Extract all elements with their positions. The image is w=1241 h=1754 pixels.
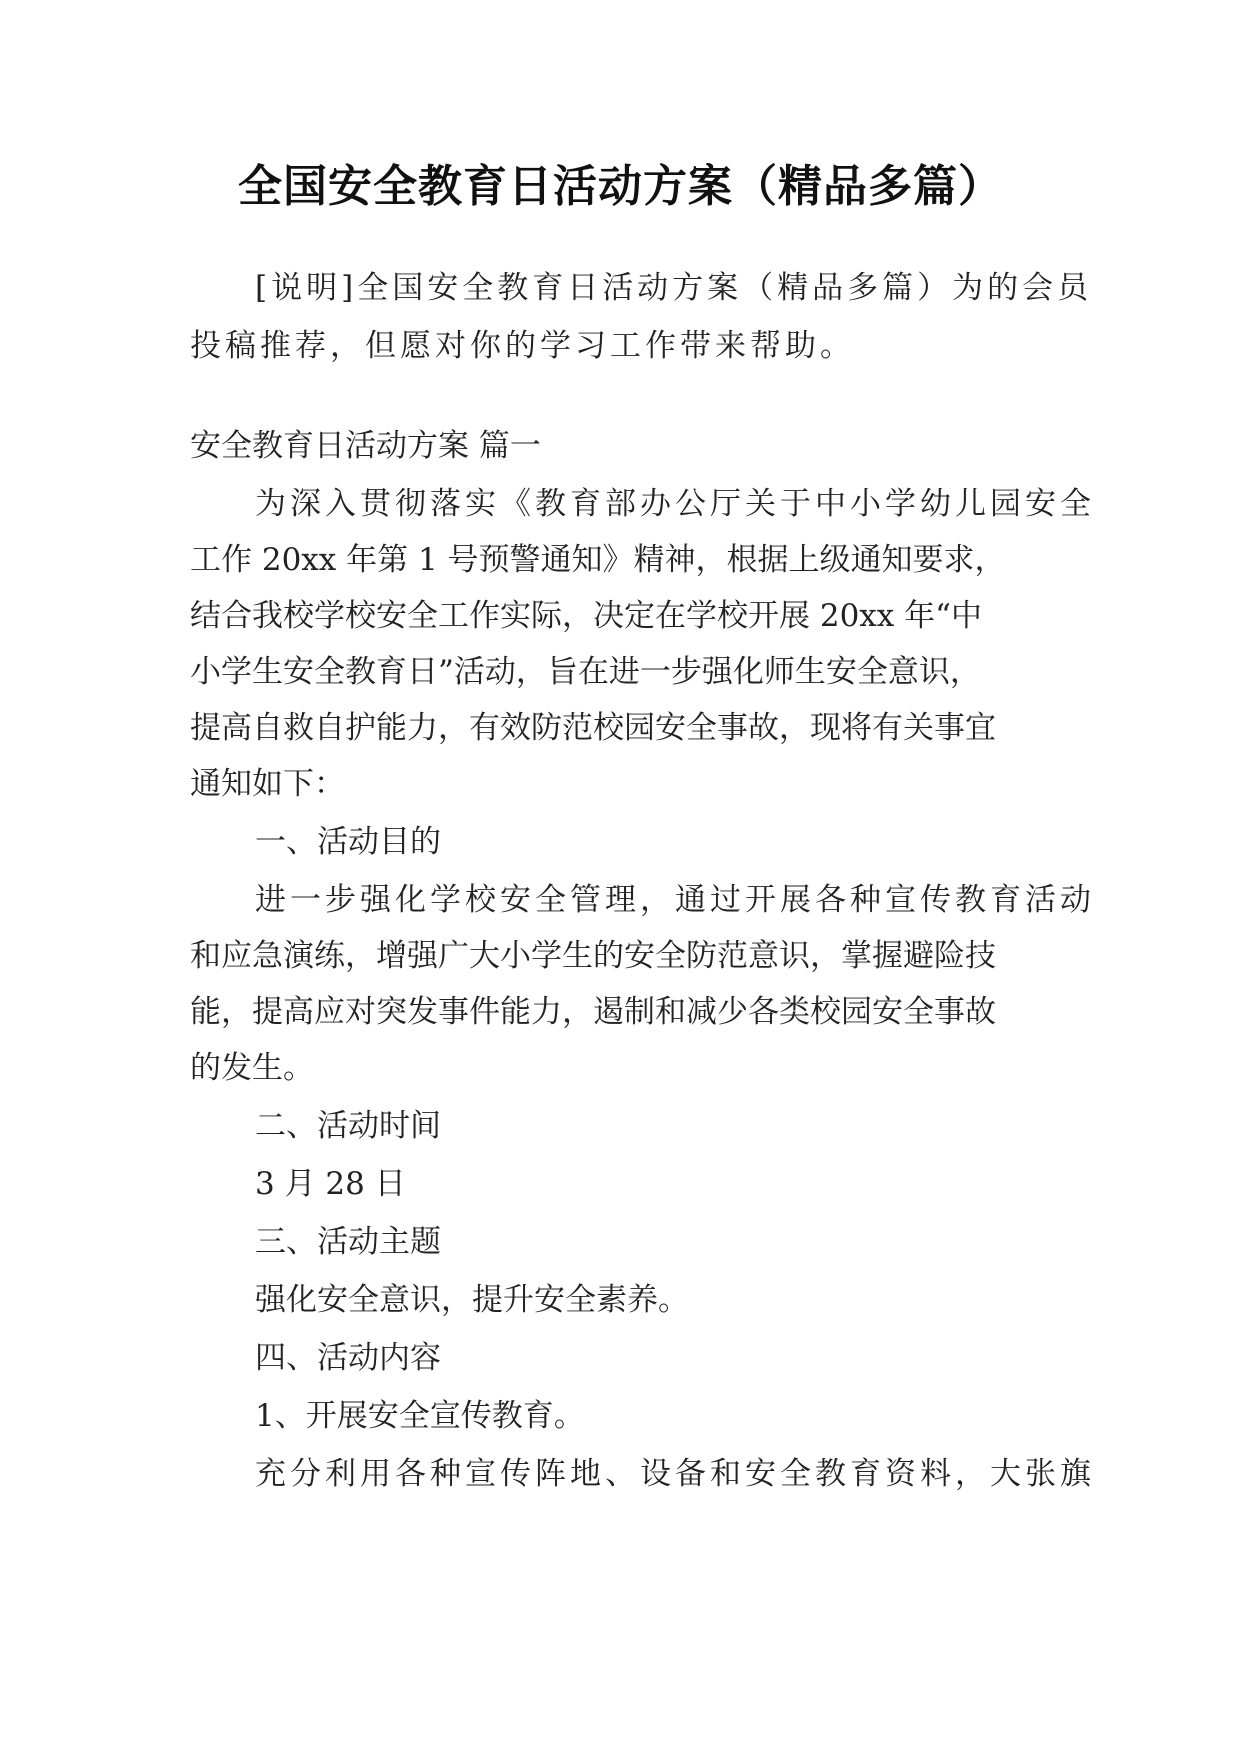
- intro-line-1: 为深入贯彻落实《教育部办公厅关于中小学幼儿园安全: [255, 486, 1095, 522]
- content-item-1: 1、开展安全宣传教育。: [255, 1398, 585, 1434]
- intro-line-2: 工作 20xx 年第 1 号预警通知》精神，根据上级通知要求，: [190, 542, 1006, 578]
- activity-theme: 强化安全意识，提升安全素养。: [255, 1282, 689, 1318]
- heading-time: 二、活动时间: [255, 1108, 441, 1144]
- section-heading: 安全教育日活动方案 篇一: [190, 428, 541, 464]
- intro-line-4: 小学生安全教育日”活动，旨在进一步强化师生安全意识，: [190, 654, 981, 690]
- intro-line-5: 提高自救自护能力，有效防范校园安全事故，现将有关事宜: [190, 710, 996, 746]
- note-line-1: [说明]全国安全教育日活动方案（精品多篇）为的会员: [255, 270, 1093, 306]
- intro-line-3: 结合我校学校安全工作实际，决定在学校开展 20xx 年“中: [190, 598, 982, 634]
- heading-content: 四、活动内容: [255, 1340, 441, 1376]
- note-line-2: 投稿推荐，但愿对你的学习工作带来帮助。: [190, 328, 855, 364]
- purpose-line-1: 进一步强化学校安全管理，通过开展各种宣传教育活动: [255, 882, 1095, 918]
- purpose-line-3: 能，提高应对突发事件能力，遏制和减少各类校园安全事故: [190, 994, 996, 1030]
- content-item-1-line: 充分利用各种宣传阵地、设备和安全教育资料，大张旗: [255, 1456, 1095, 1492]
- heading-theme: 三、活动主题: [255, 1224, 441, 1260]
- document-title: 全国安全教育日活动方案（精品多篇）: [238, 161, 1003, 212]
- purpose-line-2: 和应急演练，增强广大小学生的安全防范意识，掌握避险技: [190, 938, 996, 974]
- intro-line-6: 通知如下：: [190, 766, 345, 802]
- activity-date: 3 月 28 日: [255, 1166, 406, 1202]
- heading-purpose: 一、活动目的: [255, 824, 441, 860]
- purpose-line-4: 的发生。: [190, 1050, 314, 1086]
